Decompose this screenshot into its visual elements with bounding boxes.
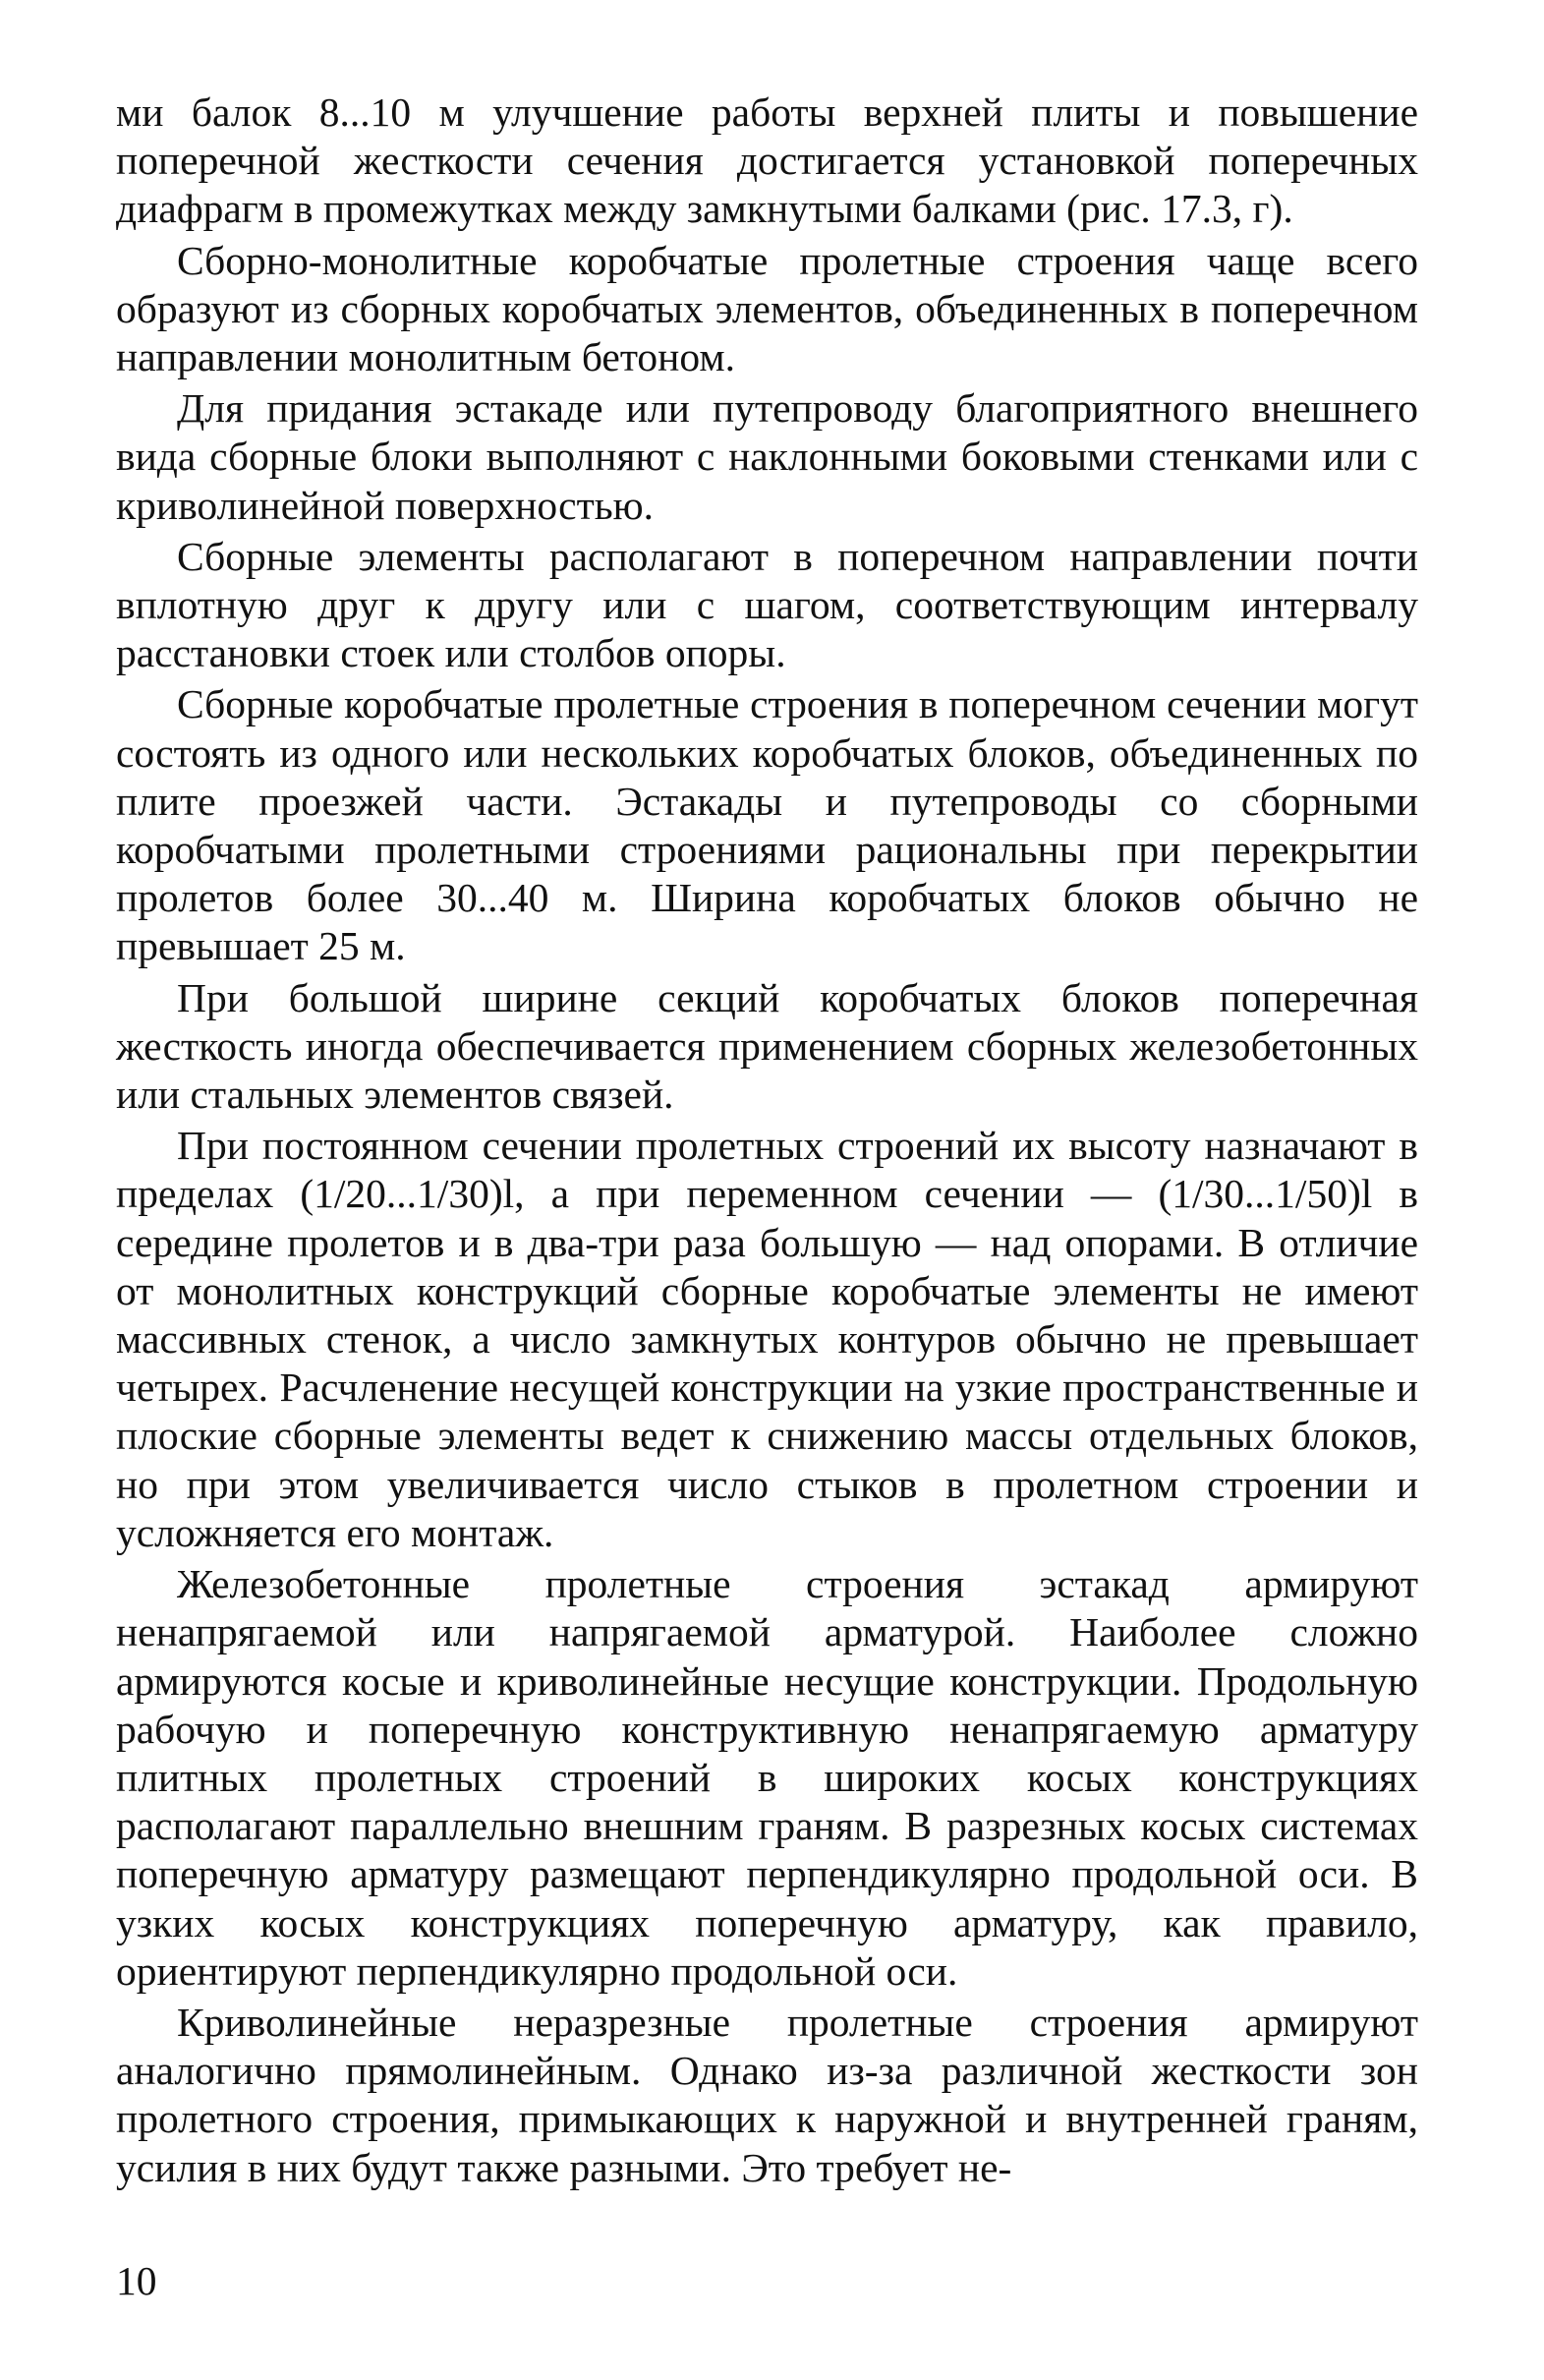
page-text-body — [116, 88, 1418, 2195]
page-number: 10 — [116, 2258, 157, 2303]
paragraph-5: Сборные коробчатые пролетные строения в поперечном сечении могут состоять из одного или нескольких коробчатых блоков, объединенных по плите проезжей части. Эстакады и путепроводы со сборными коробчатыми пролетными строениями рациональны при перекрытии пролетов более 30...40 м. Ширина коробчатых блоков обычно не превышает 25 м. — [116, 681, 1418, 969]
paragraph-1: ми балок 8...10 м улучшение работы верхней плиты и повышение поперечной жесткости сечения достигается установкой поперечных диафрагм в промежутках между замкнутыми балками (рис. 17.3, г). — [116, 89, 1418, 232]
paragraph-4: Сборные элементы располагают в поперечном направлении почти вплотную друг к другу или с шагом, соответствующим интервалу расстановки стоек или столбов опоры. — [116, 533, 1418, 676]
paragraph-2: Сборно-монолитные коробчатые пролетные строения чаще всего образуют из сборных коробчатых элементов, объединенных в поперечном направлении монолитным бетоном. — [116, 237, 1418, 380]
paragraph-7: При постоянном сечении пролетных строений их высоту назначают в пределах (1/20...1/30)l, а при переменном сечении — (1/30...1/50)l в середине пролетов и в два-три раза большую — над опорами. В отличие от монолитных конструкций сборные коробчатые элементы не имеют массивных стенок, а число замкнутых контуров обычно не превышает четырех. Расчленение несущей конструкции на узкие пространственные и плоские сборные элементы ведет к снижению массы отдельных блоков, но при этом увеличивается число стыков в пролетном строении и усложняется его монтаж. — [116, 1123, 1418, 1555]
paragraph-6: При большой ширине секций коробчатых блоков поперечная жесткость иногда обеспечивается применением сборных железобетонных или стальных элементов связей. — [116, 974, 1418, 1118]
paragraph-8: Железобетонные пролетные строения эстакад армируют ненапрягаемой или напрягаемой арматурой. Наиболее сложно армируются косые и криволинейные несущие конструкции. Продольную рабочую и поперечную конструктивную ненапрягаемую арматуру плитных пролетных строений в широких косых конструкциях располагают параллельно внешним граням. В разрезных косых системах поперечную арматуру размещают перпендикулярно продольной оси. В узких косых конструкциях поперечную арматуру, как правило, ориентируют перпендикулярно продольной оси. — [116, 1561, 1418, 1994]
paragraph-9: Криволинейные неразрезные пролетные строения армируют аналогично прямолинейным. Однако из-за различной жесткости зон пролетного строения, примыкающих к наружной и внутренней граням, усилия в них будут также разными. Это требует не- — [116, 1999, 1418, 2190]
paragraph-3: Для придания эстакаде или путепроводу благоприятного внешнего вида сборные блоки выполняют с наклонными боковыми стенками или с криволинейной поверхностью. — [116, 385, 1418, 528]
